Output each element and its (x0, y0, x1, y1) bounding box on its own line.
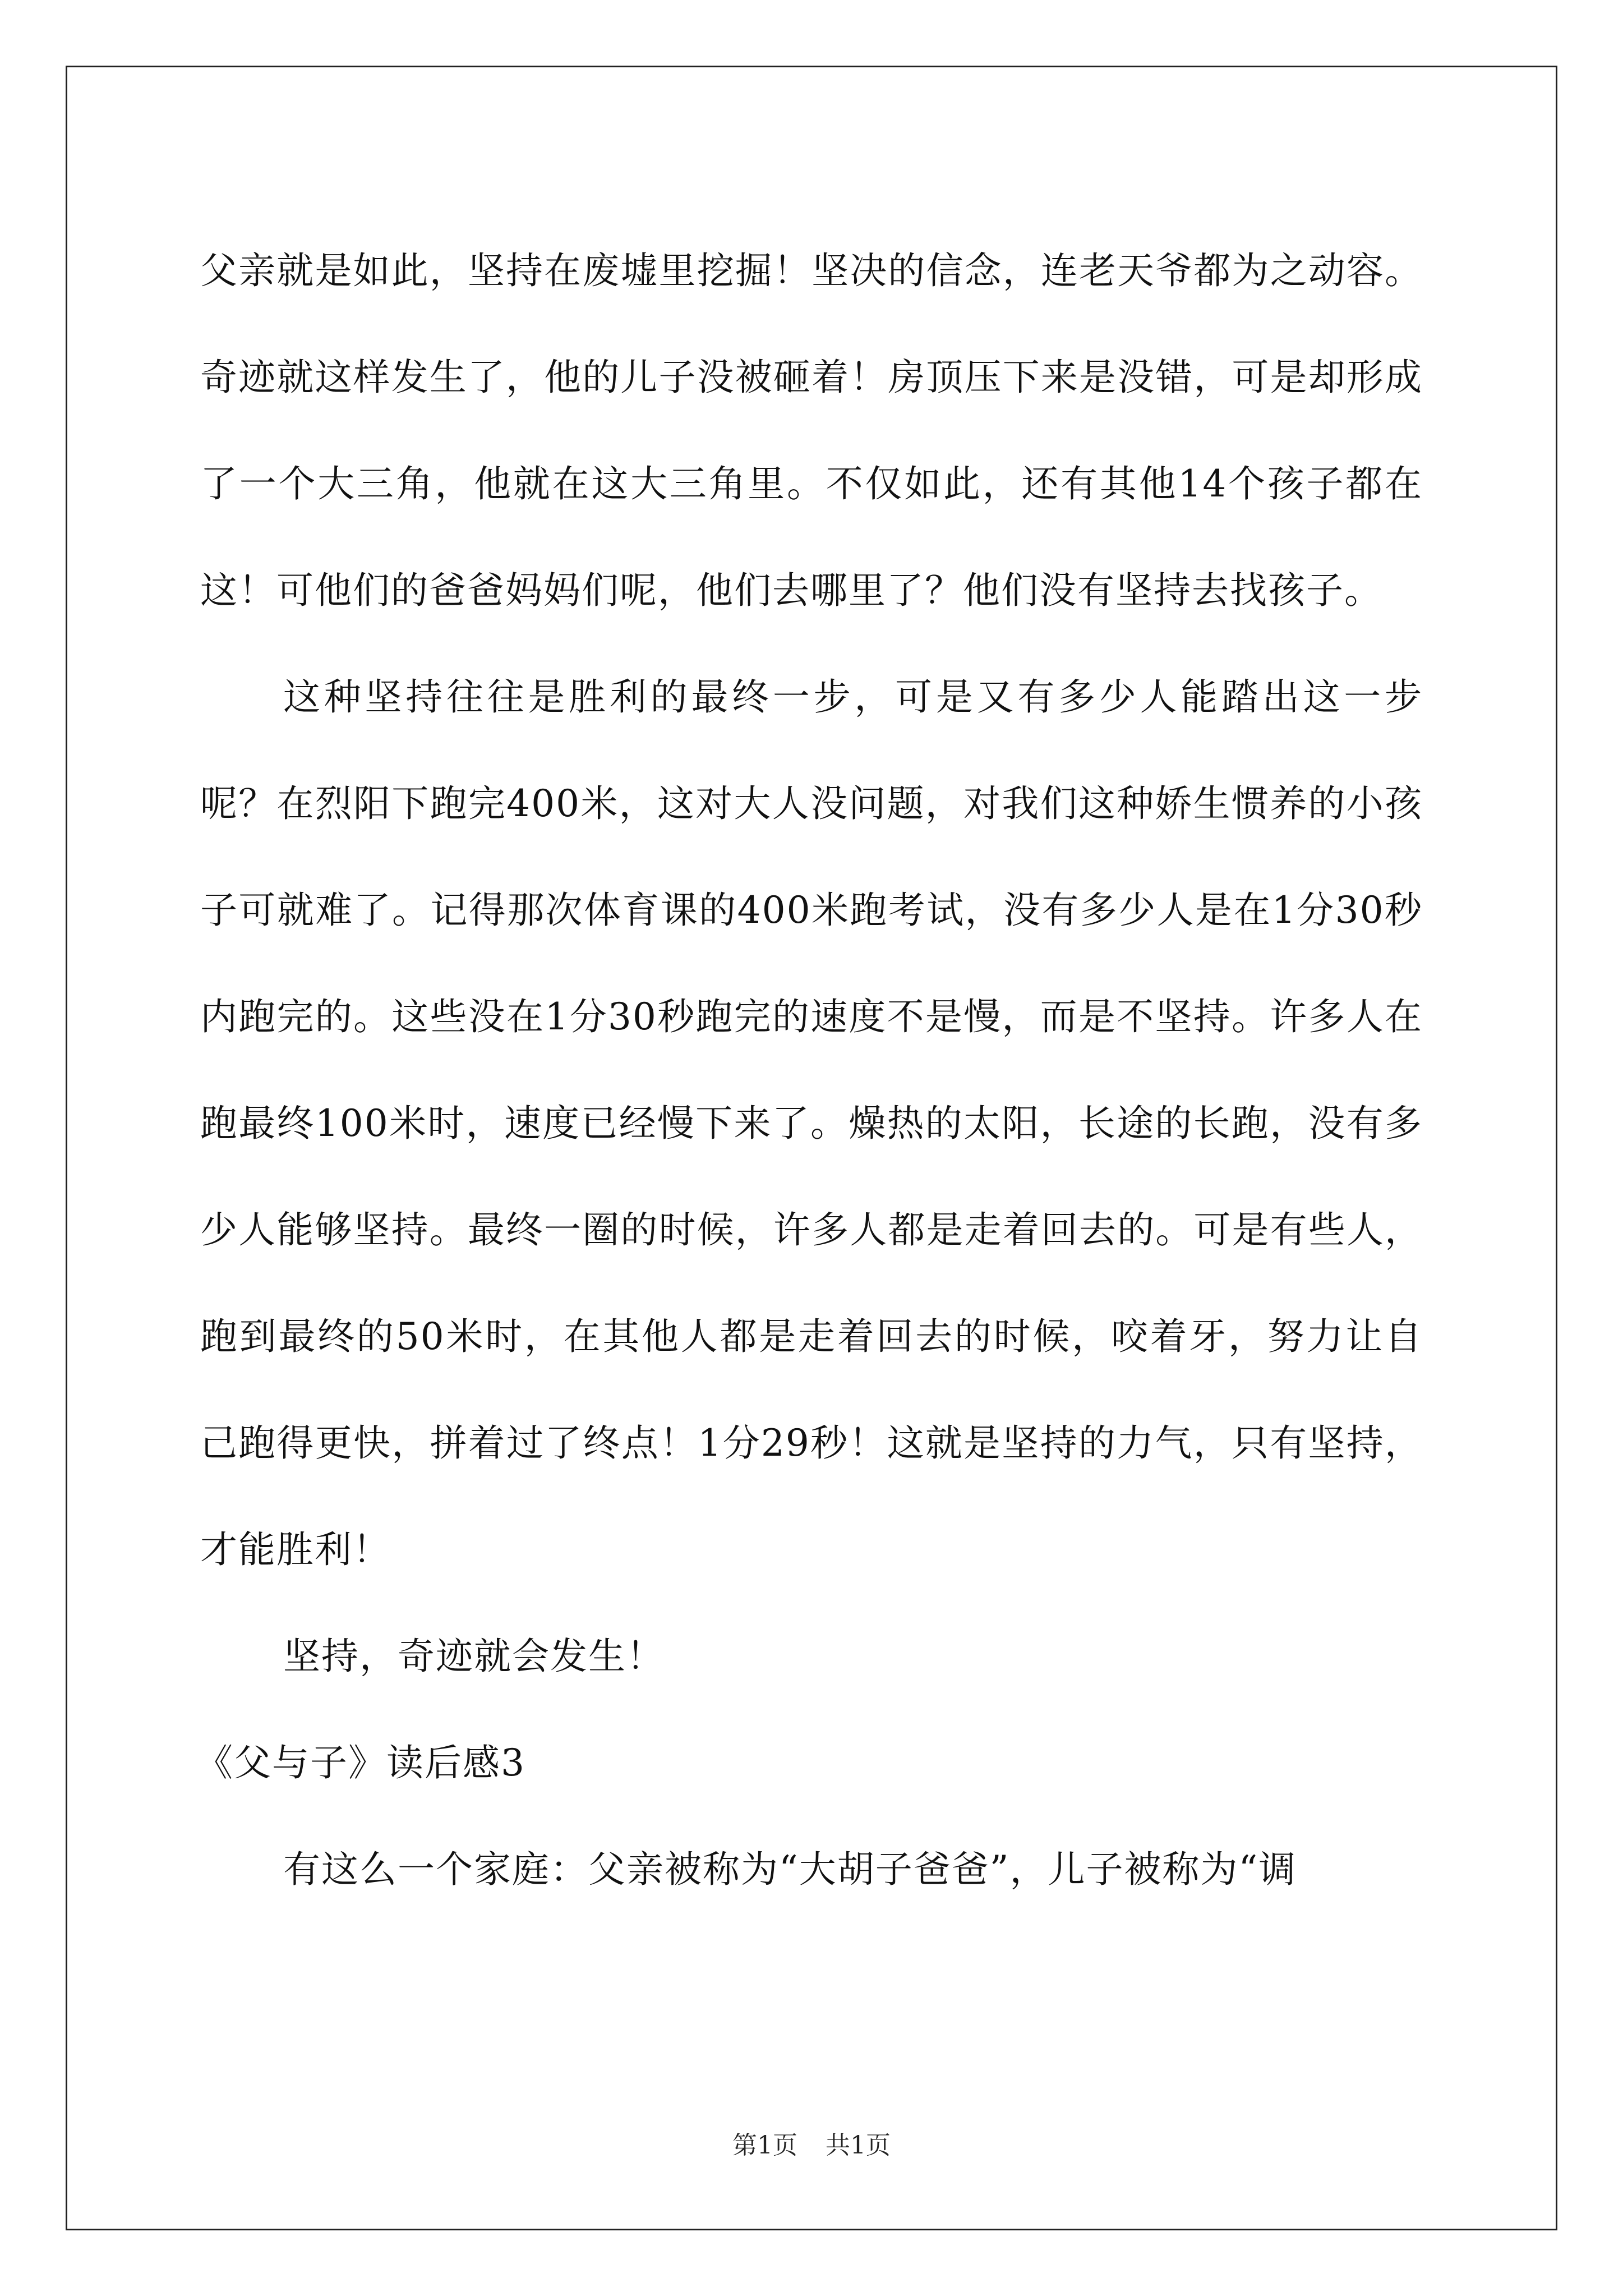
section-heading: 《父与子》读后感3 (196, 1741, 525, 1784)
paragraph-3: 坚持，奇迹就会发生！ (283, 1635, 665, 1678)
paragraph-4: 有这么一个家庭：父亲被称为“大胡子爸爸”，儿子被称为“调 (283, 1848, 1297, 1891)
page-number-current: 第1页 (732, 2131, 797, 2160)
document-body (196, 218, 1423, 1923)
page-footer (0, 2129, 1623, 2162)
paragraph-2: 这种坚持往往是胜利的最终一步，可是又有多少人能踏出这一步呢？在烈阳下跑完400米，这对大人没问题，对我们这种娇生惯养的小孩子可就难了。记得那次体育课的400米跑考试，没有多少人是在1分30秒内跑完的。这些没在1分30秒跑完的速度不是慢，而是不坚持。许多人在跑最终100米时，速度已经慢下来了。燥热的太阳，长途的长跑，没有多少人能够坚持。最终一圈的时候，许多人都是走着回去的。可是有些人，跑到最终的50米时，在其他人都是走着回去的时候，咬着牙，努力让自己跑得更快，拼着过了终点！1分29秒！这就是坚持的力气，只有坚持，才能胜利！ (200, 675, 1423, 1571)
paragraph-1: 父亲就是如此，坚持在废墟里挖掘！坚决的信念，连老天爷都为之动容。奇迹就这样发生了，他的儿子没被砸着！房顶压下来是没错，可是却形成了一个大三角，他就在这大三角里。不仅如此，还有其他14个孩子都在这！可他们的爸爸妈妈们呢，他们去哪里了？他们没有坚持去找孩子。 (200, 249, 1423, 612)
page-number-total: 共1页 (826, 2131, 891, 2160)
